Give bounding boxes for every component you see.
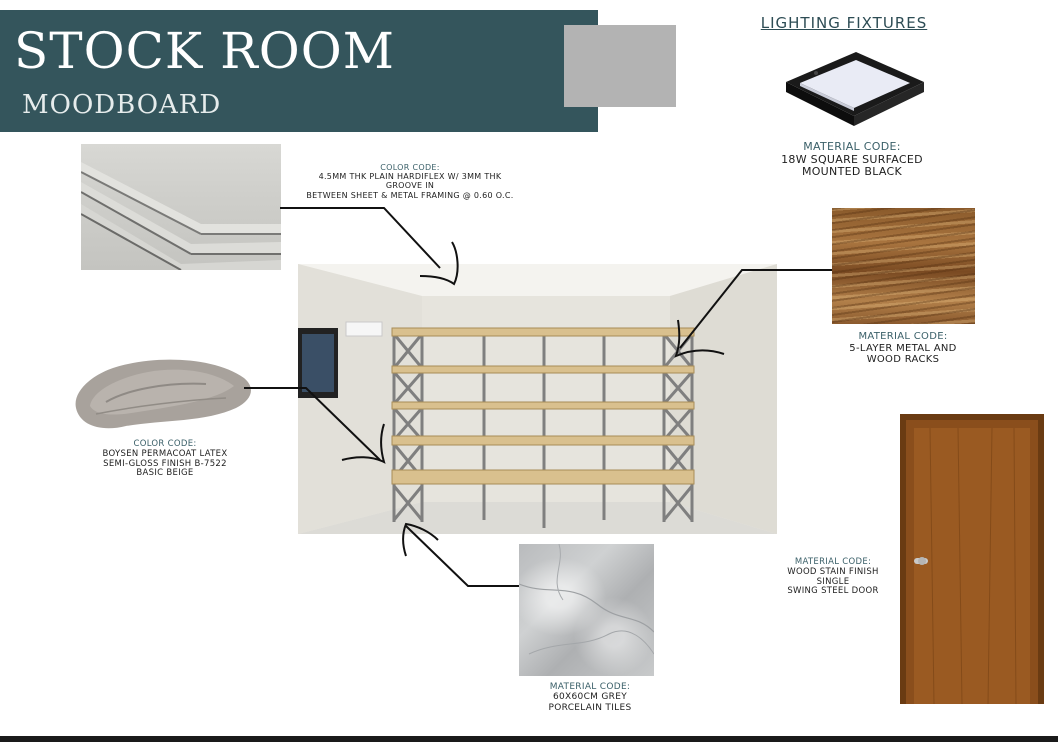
racks-code-label: MATERIAL CODE: [858,331,948,342]
racks-line-2: WOOD RACKS [866,354,940,365]
door-code-label: MATERIAL CODE: [794,557,872,567]
tiles-caption [520,682,660,713]
racks-caption [818,331,988,366]
ceiling-board-caption [280,163,540,200]
door-line-2: SINGLE [816,576,850,587]
tiles-line-1: 60X60CM GREY [553,692,627,703]
wooden-door-image [900,414,1044,704]
square-light-fixture-image [778,50,930,130]
lighting-caption [742,141,962,179]
lighting-section-title: LIGHTING FIXTURES [760,14,928,32]
ceiling-line-3: BETWEEN SHEET & METAL FRAMING @ 0.60 O.C. [306,190,514,200]
door-line-3: SWING STEEL DOOR [787,586,879,597]
page-title: STOCK ROOM [14,22,395,80]
grey-porcelain-tile-image [519,544,654,676]
door-line-1: WOOD STAIN FINISH [787,566,879,577]
paint-line-1: BOYSEN PERMACOAT LATEX [102,448,228,459]
grey-color-swatch [564,25,676,107]
lighting-code-label: MATERIAL CODE: [803,140,901,153]
wood-texture-image [832,208,975,324]
paint-caption [70,440,260,479]
page-subtitle: MOODBOARD [22,90,222,120]
racks-line-1: 5-LAYER METAL AND [849,342,957,354]
tiles-code-label: MATERIAL CODE: [549,682,631,692]
stock-room-render-image [298,264,777,534]
paint-swatch-image [66,356,256,436]
tiles-connector-line [406,526,519,586]
lighting-description: 18W SQUARE SURFACED MOUNTED BLACK [781,152,923,179]
hardiflex-board-image [81,144,281,270]
paint-line-2: SEMI-GLOSS FINISH B-7522 [103,458,227,469]
ceiling-connector-line [280,208,440,268]
paint-code-label: COLOR CODE: [133,439,197,449]
footer-bar [0,736,1058,742]
door-caption [770,558,896,597]
paint-line-3: BASIC BEIGE [136,468,194,479]
ceiling-line-2: GROOVE IN [385,181,435,191]
ceiling-code-label: COLOR CODE: [380,163,440,172]
ceiling-line-1: 4.5MM THK PLAIN HARDIFLEX W/ 3MM THK [318,172,502,182]
tiles-line-2: PORCELAIN TILES [548,702,632,713]
